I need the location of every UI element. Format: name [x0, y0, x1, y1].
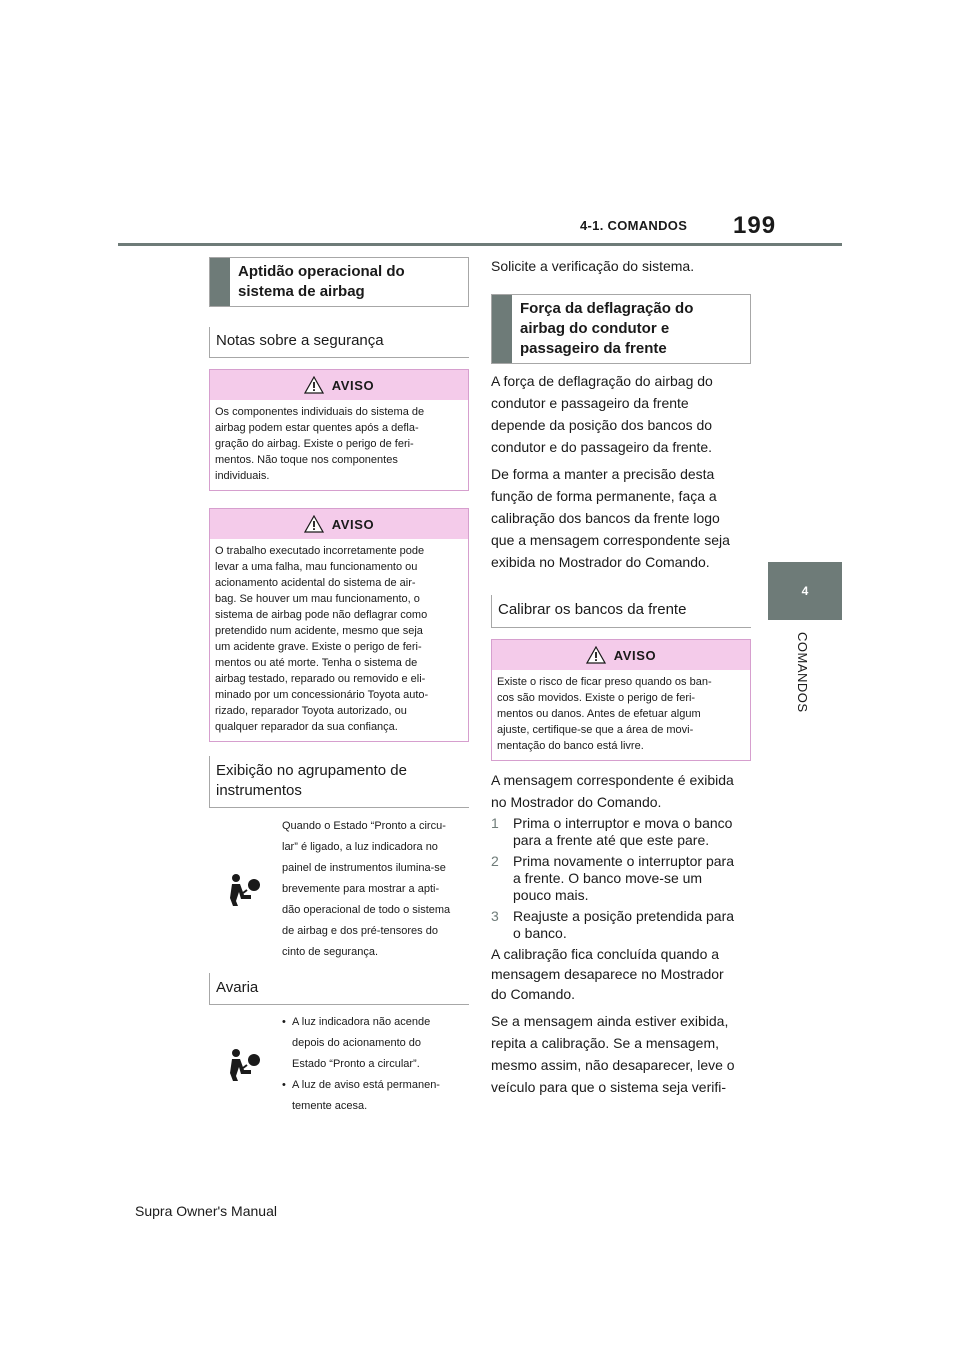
warning-title: AVISO — [331, 377, 375, 393]
warning-text: Os componentes individuais do sistema de airbag podem estar quentes após a defla- gração do airbag. Existe o perigo de feri- mentos. Não toque nos componentes individuais. — [215, 406, 425, 482]
bullet-icon: • — [282, 1079, 286, 1091]
warning-text: O trabalho executado incorretamente pode levar a uma falha, mau funcionamento ou acionamento acidental do sistema de air- bag. Se houver um mau funcionamento, o sistema de airbag pode não deflagrar como pretendido num acidente, mesmo que seja um acidente grave. Existe o perigo de feri- mentos ou até morte. Tenha o sistema de airbag testado, reparado ou removido e eli- minado por um concessionário Toyota auto- rizado, reparador Toyota autorizado, ou qualquer reparador da sua confiança. — [215, 545, 429, 733]
subhead-malfunction: Avaria — [209, 973, 469, 1005]
bullet-icon: • — [282, 1016, 286, 1028]
paragraph: Se a mensagem ainda estiver exibida, repita a calibração. Se a mensagem, mesmo assim, não desaparecer, leve o veículo para que o sistema seja verifi- — [491, 1013, 735, 1095]
warning-triangle-icon — [304, 515, 324, 533]
paragraph: A força de deflagração do airbag do condutor e passageiro da frente depende da posição dos bancos do condutor e do passageiro da frente. — [491, 373, 713, 455]
subhead-safety-notes: Notas sobre a segurança — [209, 327, 469, 358]
header-divider — [118, 243, 842, 246]
warning-box — [209, 508, 469, 742]
chapter-label: COMANDOS — [795, 632, 810, 713]
warning-triangle-icon — [586, 646, 606, 664]
step-number: 1 — [491, 815, 499, 831]
airbag-warning-icon — [226, 873, 262, 907]
warning-box — [209, 369, 469, 491]
list-item: • A luz de aviso está permanen- temente acesa. — [282, 1075, 440, 1117]
paragraph: A calibração fica concluída quando a mensagem desaparece no Mostrador do Comando. — [491, 946, 724, 1002]
step-number: 2 — [491, 853, 499, 869]
indicator-description — [209, 816, 469, 963]
step-item: 2 Prima novamente o interruptor para a frente. O banco move-se um pouco mais. — [491, 853, 734, 903]
steps-list — [491, 815, 751, 942]
page-number: 199 — [733, 212, 777, 239]
warning-triangle-icon — [304, 376, 324, 394]
warning-box — [491, 639, 751, 761]
step-number: 3 — [491, 908, 499, 924]
warning-title: AVISO — [613, 647, 657, 663]
subhead-instrument-display: Exibição no agrupamento de instrumentos — [209, 756, 469, 808]
intro-paragraph: Solicite a verificação do sistema. — [491, 258, 695, 274]
malfunction-list — [279, 1012, 440, 1117]
subhead-calibrate-seats: Calibrar os bancos da frente — [491, 595, 751, 628]
heading-deployment-force — [491, 294, 751, 364]
heading-text: Força da deflagração do airbag do condutor e passageiro da frente — [520, 300, 694, 357]
section-title: 4-1. COMANDOS — [580, 218, 688, 233]
list-item: • A luz indicadora não acende depois do acionamento do Estado “Pronto a circular”. — [282, 1012, 440, 1075]
warning-title: AVISO — [331, 516, 375, 532]
indicator-text: Quando o Estado “Pronto a circu- lar” é ligado, a luz indicadora no painel de instrumentos ilumina-se brevemente para mostrar a apti- dão operacional de todo o sistema de airbag e dos pré-tensores do cinto de segurança. — [282, 820, 451, 958]
malfunction-description — [209, 1012, 469, 1117]
step-item: 1 Prima o interruptor e mova o banco para a frente até que este pare. — [491, 815, 733, 848]
heading-text: Aptidão operacional do sistema de airbag — [238, 263, 405, 300]
right-column — [491, 257, 751, 1098]
airbag-warning-icon — [226, 1048, 262, 1082]
left-column — [209, 257, 469, 1117]
paragraph: De forma a manter a precisão desta função de forma permanente, faça a calibração dos bancos da frente logo que a mensagem correspondente seja exibida no Mostrador do Comando. — [491, 466, 730, 570]
step-item: 3 Reajuste a posição pretendida para o banco. — [491, 908, 735, 941]
chapter-tab[interactable]: 4 — [768, 562, 842, 620]
warning-text: Existe o risco de ficar preso quando os ban- cos são movidos. Existe o perigo de feri- mentos ou danos. Antes de efetuar algum ajuste, certifique-se que a área de movi- mentação do banco está livre. — [497, 676, 712, 752]
paragraph: A mensagem correspondente é exibida no Mostrador do Comando. — [491, 772, 734, 810]
manual-footer: Supra Owner's Manual — [135, 1203, 277, 1219]
heading-airbag-readiness — [209, 257, 469, 307]
